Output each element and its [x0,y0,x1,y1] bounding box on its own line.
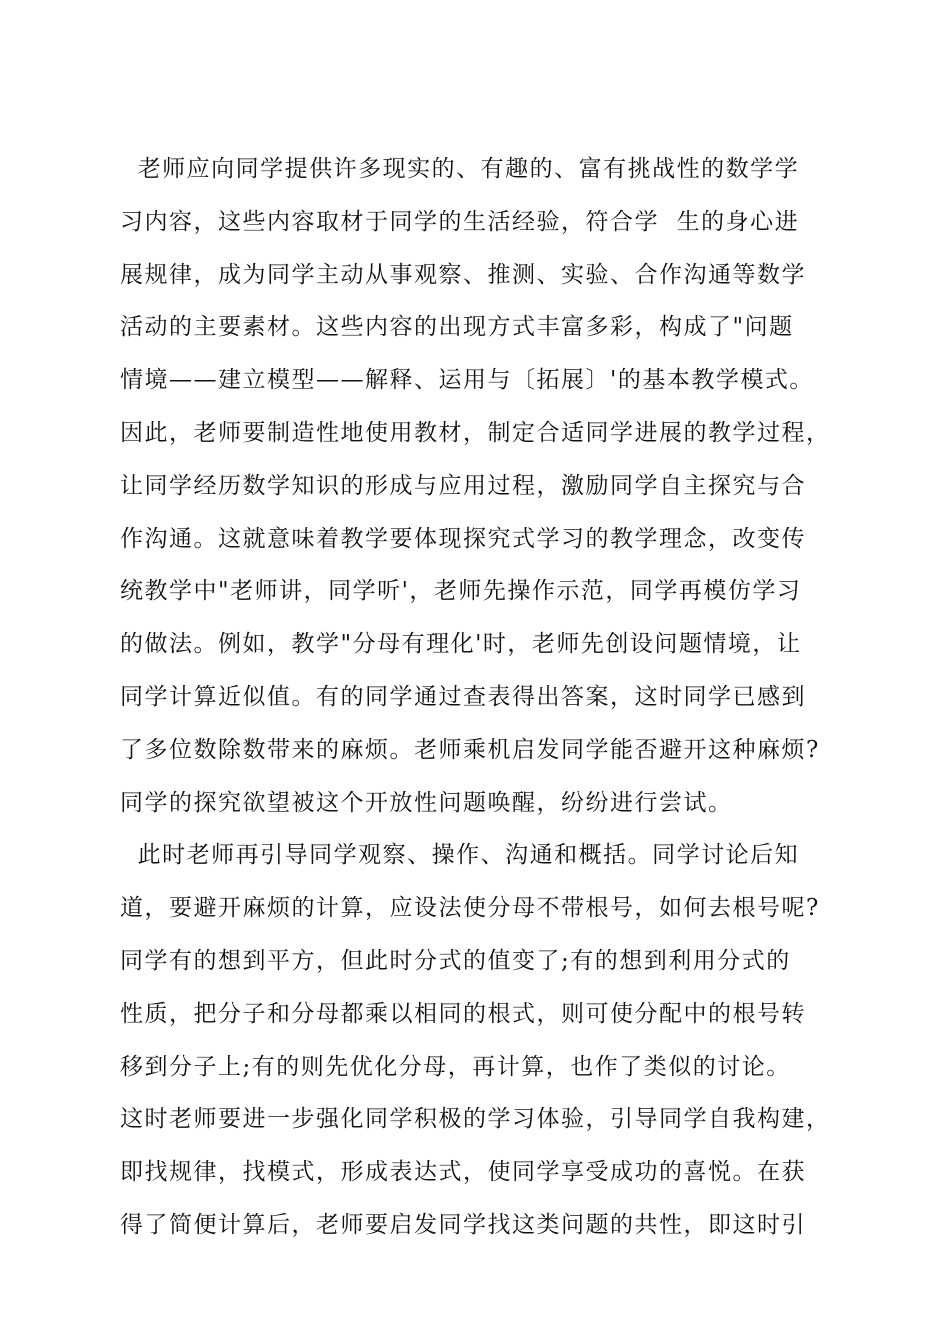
text-line: 性质，把分子和分母都乘以相同的根式，则可使分配中的根号转 [120,1000,806,1027]
text-line: 同学有的想到平方，但此时分式的值变了;有的想到利用分式的 [120,947,791,974]
text-line: 的做法。例如，教学"分母有理化'时，老师先创设问题情境，让 [120,631,802,658]
text-line: 得了简便计算后，老师要启发同学找这类问题的共性，即这时引 [120,1211,806,1238]
text-line: 即找规律，找模式，形成表达式，使同学享受成功的喜悦。在获 [120,1159,806,1186]
text-line: 活动的主要素材。这些内容的出现方式丰富多彩，构成了"问题 [120,314,794,341]
text-line: 展规律，成为同学主动从事观察、推测、实验、合作沟通等数学 [120,261,806,288]
text-line: 这时老师要进一步强化同学积极的学习体验，引导同学自我构建， [120,1106,831,1133]
text-line: 道，要避开麻烦的计算，应设法使分母不带根号，如何去根号呢? [120,895,820,922]
text-line: 老师应向同学提供许多现实的、有趣的、富有挑战性的数学学 [120,156,800,182]
text-line: 习内容，这些内容取材于同学的生活经验，符合学 生的身心进 [120,208,800,235]
text-line: 情境——建立模型——解释、运用与〔拓展〕'的基本教学模式。 [120,367,814,394]
text-line: 移到分子上;有的则先优化分母，再计算，也作了类似的讨论。 [120,1053,791,1080]
text-line: 此时老师再引导同学观察、操作、沟通和概括。同学讨论后知 [120,842,800,869]
text-line: 让同学经历数学知识的形成与应用过程，激励同学自主探究与合 [120,472,806,499]
document-body [120,150,860,1259]
text-line: 因此，老师要制造性地使用教材，制定合适同学进展的教学过程， [120,419,831,446]
text-line: 了多位数除数带来的麻烦。老师乘机启发同学能否避开这种麻烦? [120,736,820,763]
text-line: 同学的探究欲望被这个开放性问题唤醒，纷纷进行尝试。 [120,789,733,816]
text-line: 作沟通。这就意味着教学要体现探究式学习的教学理念，改变传 [120,525,806,552]
text-line: 统教学中"老师讲，同学听'，老师先操作示范，同学再模仿学习 [120,578,802,605]
text-line: 同学计算近似值。有的同学通过查表得出答案，这时同学已感到 [120,683,806,710]
